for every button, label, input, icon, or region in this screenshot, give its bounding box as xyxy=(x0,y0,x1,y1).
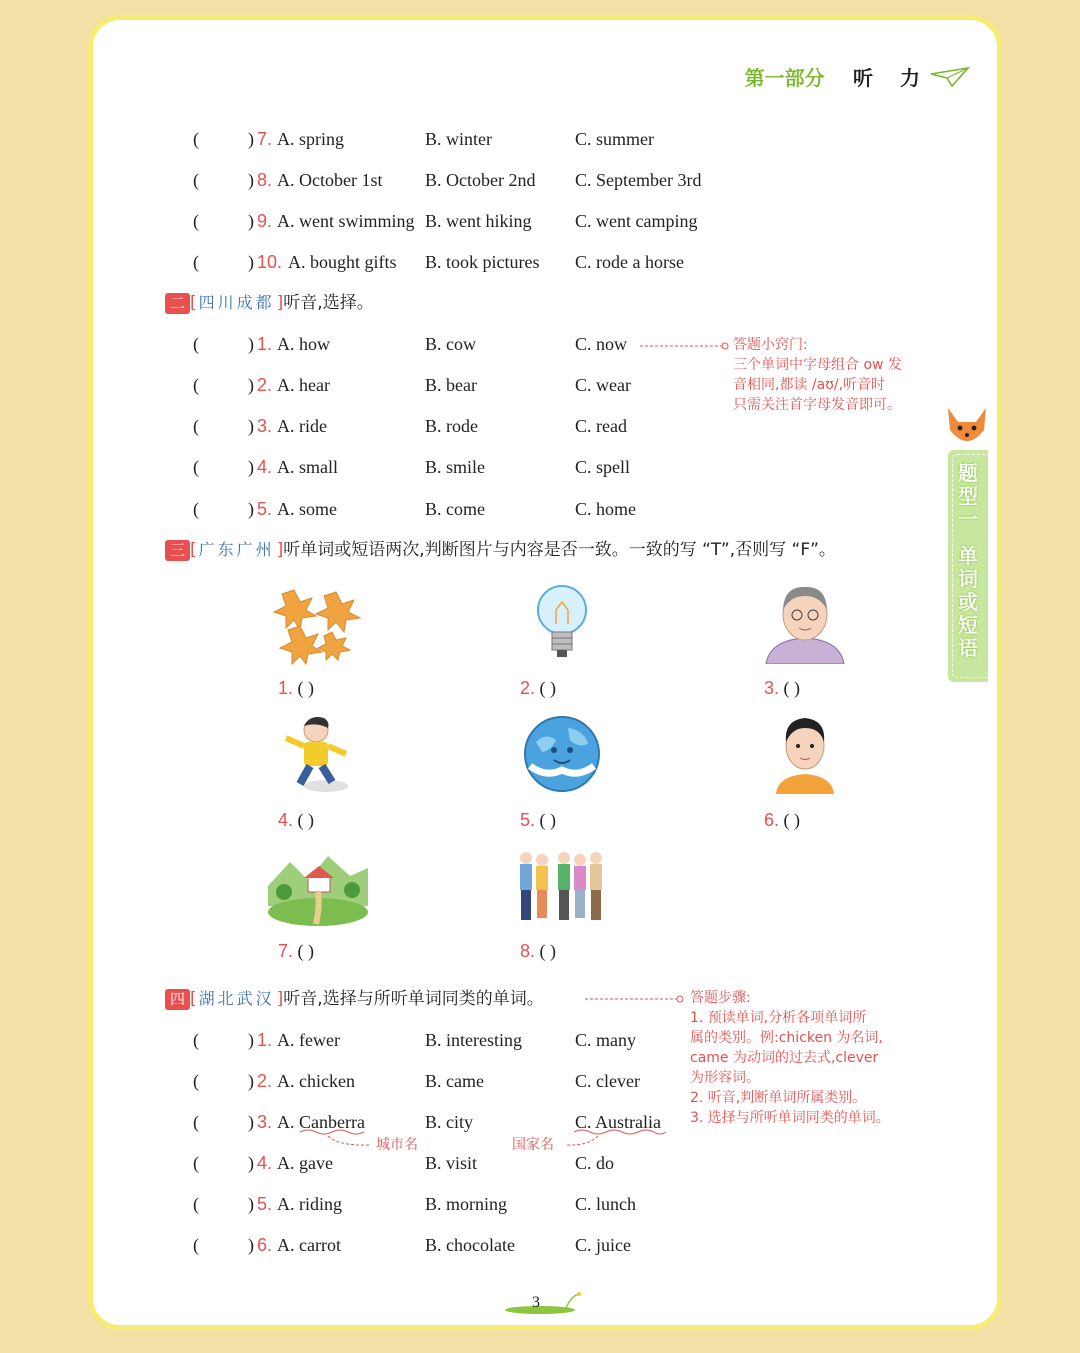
option-a: A. October 1st xyxy=(277,170,383,190)
young-man-image xyxy=(774,714,836,794)
answer-paren-close: ) xyxy=(248,499,254,519)
answer-paren-close: ) xyxy=(248,1235,254,1255)
option-b: B. visit xyxy=(425,1153,478,1173)
tip-title: 答题步骤: xyxy=(690,990,751,1006)
answer-blank[interactable]: ( ) xyxy=(783,810,801,830)
question-number: 9. xyxy=(257,211,273,231)
figure-label: 2. ( ) xyxy=(520,678,557,698)
side-tab-label: 题 型 一 单 词 或 短 语 xyxy=(958,461,978,660)
page-number: 3 xyxy=(532,1294,540,1311)
option-c: C. wear xyxy=(575,375,631,395)
question-number: 10. xyxy=(257,252,283,272)
paper-plane-icon xyxy=(930,66,970,88)
answer-paren-open[interactable]: ( xyxy=(193,1030,199,1050)
answer-paren-open[interactable]: ( xyxy=(193,170,199,190)
tip-box-2: 答题步骤: 1. 预读单词,分析各项单词所 属的类别。例:chicken 为名词, came 为动词的过去式,clever 为形容词。 2. 听音,判断单词所属类别。 3. 选择与所听单词同类的单词。 xyxy=(690,988,930,1128)
option-b: B. city xyxy=(425,1112,473,1132)
tip-connector xyxy=(640,340,730,352)
option-a: A. ride xyxy=(277,416,327,436)
option-b: B. cow xyxy=(425,334,476,354)
figure-label: 3. ( ) xyxy=(764,678,801,698)
section-badge: 二 xyxy=(165,293,190,314)
option-a: A. some xyxy=(277,499,337,519)
option-a: A. how xyxy=(277,334,330,354)
answer-paren-open[interactable]: ( xyxy=(193,499,199,519)
answer-paren-open[interactable]: ( xyxy=(193,1112,199,1132)
answer-paren-close: ) xyxy=(248,375,254,395)
option-b: B. rode xyxy=(425,416,478,436)
answer-paren-open[interactable]: ( xyxy=(193,1235,199,1255)
answer-paren-open[interactable]: ( xyxy=(193,457,199,477)
option-a: A. carrot xyxy=(277,1235,341,1255)
option-b: B. took pictures xyxy=(425,252,540,272)
option-c: C. rode a horse xyxy=(575,252,684,272)
answer-paren-open[interactable]: ( xyxy=(193,252,199,272)
question-number: 8. xyxy=(257,170,273,190)
answer-paren-open[interactable]: ( xyxy=(193,416,199,436)
option-c: C. clever xyxy=(575,1071,640,1091)
answer-paren-close: ) xyxy=(248,1030,254,1050)
countryside-image xyxy=(268,846,368,926)
option-a: A. gave xyxy=(277,1153,333,1173)
sprout-icon xyxy=(562,1288,586,1310)
figure-label: 6. ( ) xyxy=(764,810,801,830)
answer-paren-close: ) xyxy=(248,129,254,149)
option-a: A. hear xyxy=(277,375,330,395)
section-region: 四川成都 xyxy=(198,293,275,312)
option-c: C. now xyxy=(575,334,628,354)
option-c: C. do xyxy=(575,1153,615,1173)
section-title: 听单词或短语两次,判断图片与内容是否一致。一致的写 “T”,否则写 “F”。 xyxy=(283,540,836,560)
question-number: 2. xyxy=(257,1071,273,1091)
annotation-country: 国家名 xyxy=(512,1137,554,1153)
answer-paren-close: ) xyxy=(248,1194,254,1214)
option-a: A. bought gifts xyxy=(288,252,397,272)
answer-paren-open[interactable]: ( xyxy=(193,1071,199,1091)
question-number: 1. xyxy=(257,334,273,354)
option-c: C. lunch xyxy=(575,1194,636,1214)
option-a: A. spring xyxy=(277,129,344,149)
option-b: B. interesting xyxy=(425,1030,522,1050)
section-title: 听音,选择与所听单词同类的单词。 xyxy=(283,989,544,1009)
question-number: 1. xyxy=(257,1030,273,1050)
option-b: B. bear xyxy=(425,375,477,395)
answer-blank[interactable]: ( ) xyxy=(539,678,557,698)
option-a: A. chicken xyxy=(277,1071,355,1091)
answer-paren-close: ) xyxy=(248,1153,254,1173)
question-number: 4. xyxy=(257,457,273,477)
answer-paren-close: ) xyxy=(248,211,254,231)
question-number: 6. xyxy=(257,1235,273,1255)
question-number: 3. xyxy=(257,416,273,436)
answer-blank[interactable]: ( ) xyxy=(783,678,801,698)
option-b: B. come xyxy=(425,499,485,519)
figure-label: 8. ( ) xyxy=(520,941,557,961)
option-c: C. summer xyxy=(575,129,654,149)
question-number: 7. xyxy=(257,129,273,149)
answer-paren-open[interactable]: ( xyxy=(193,1194,199,1214)
question-number: 5. xyxy=(257,499,273,519)
answer-paren-open[interactable]: ( xyxy=(193,129,199,149)
option-b: B. came xyxy=(425,1071,484,1091)
tip-box-1: 答题小窍门: 三个单词中字母组合 ow 发 音相同,都读 /aʊ/,听音时 只需关注首字母发音即可。 xyxy=(733,335,933,415)
header-section: 听 力 xyxy=(853,66,930,90)
boy-hurt-image xyxy=(280,714,360,794)
option-c: C. many xyxy=(575,1030,636,1050)
option-a: A. riding xyxy=(277,1194,342,1214)
group-of-people-image xyxy=(514,846,606,926)
option-a: A. fewer xyxy=(277,1030,340,1050)
earth-hug-image xyxy=(522,714,602,794)
option-c: C. juice xyxy=(575,1235,631,1255)
figure-label: 7. ( ) xyxy=(278,941,315,961)
option-c: C. went camping xyxy=(575,211,698,231)
option-c: C. Australia xyxy=(575,1112,661,1132)
tip-connector xyxy=(585,993,685,1005)
section-title: 听音,选择。 xyxy=(283,293,374,313)
option-a: A. Canberra xyxy=(277,1112,365,1132)
figure-label: 5. ( ) xyxy=(520,810,557,830)
option-b: B. winter xyxy=(425,129,492,149)
answer-paren-open[interactable]: ( xyxy=(193,334,199,354)
answer-blank[interactable]: ( ) xyxy=(539,941,557,961)
grandmother-image xyxy=(764,584,846,664)
section-2-heading: 二 [ 四川成都 ]听音,选择。 xyxy=(165,289,374,317)
figure-label: 1. ( ) xyxy=(278,678,315,698)
option-c: C. September 3rd xyxy=(575,170,702,190)
section-3-heading: 三 [ 广东广州 ]听单词或短语两次,判断图片与内容是否一致。一致的写 “T”,否则写 “F”。 xyxy=(165,536,836,564)
option-c: C. read xyxy=(575,416,627,436)
answer-paren-close: ) xyxy=(248,170,254,190)
option-b: B. went hiking xyxy=(425,211,532,231)
section-4-heading: 四 [ 湖北武汉 ]听音,选择与所听单词同类的单词。 xyxy=(165,985,544,1013)
option-b: B. morning xyxy=(425,1194,508,1214)
option-c: C. home xyxy=(575,499,636,519)
header-part: 第一部分 xyxy=(744,66,825,90)
answer-blank[interactable]: ( ) xyxy=(297,941,315,961)
question-number: 4. xyxy=(257,1153,273,1173)
answer-paren-close: ) xyxy=(248,252,254,272)
section-badge: 四 xyxy=(165,989,190,1010)
section-region: 湖北武汉 xyxy=(198,989,275,1008)
annotation-city: 城市名 xyxy=(376,1137,418,1153)
figure-label: 4. ( ) xyxy=(278,810,315,830)
light-bulb-image xyxy=(534,584,590,664)
answer-paren-close: ) xyxy=(248,1112,254,1132)
tip-title: 答题小窍门: xyxy=(733,337,808,353)
side-tab-question-type[interactable] xyxy=(948,450,988,682)
annotation-arrows xyxy=(298,1128,668,1152)
answer-paren-open[interactable]: ( xyxy=(193,1153,199,1173)
answer-paren-close: ) xyxy=(248,457,254,477)
option-c: C. spell xyxy=(575,457,631,477)
fox-mascot-icon xyxy=(944,404,990,452)
answer-paren-close: ) xyxy=(248,1071,254,1091)
option-a: A. small xyxy=(277,457,338,477)
answer-blank[interactable]: ( ) xyxy=(297,678,315,698)
section-region: 广东广州 xyxy=(198,540,275,559)
option-a: A. went swimming xyxy=(277,211,415,231)
question-number: 2. xyxy=(257,375,273,395)
answer-blank[interactable]: ( ) xyxy=(539,810,557,830)
option-b: B. October 2nd xyxy=(425,170,536,190)
answer-paren-close: ) xyxy=(248,416,254,436)
answer-paren-close: ) xyxy=(248,334,254,354)
question-number: 5. xyxy=(257,1194,273,1214)
answer-paren-open[interactable]: ( xyxy=(193,375,199,395)
maple-leaves-image xyxy=(272,582,364,666)
option-b: B. chocolate xyxy=(425,1235,515,1255)
section-badge: 三 xyxy=(165,540,190,561)
answer-blank[interactable]: ( ) xyxy=(297,810,315,830)
answer-paren-open[interactable]: ( xyxy=(193,211,199,231)
question-number: 3. xyxy=(257,1112,273,1132)
option-b: B. smile xyxy=(425,457,486,477)
